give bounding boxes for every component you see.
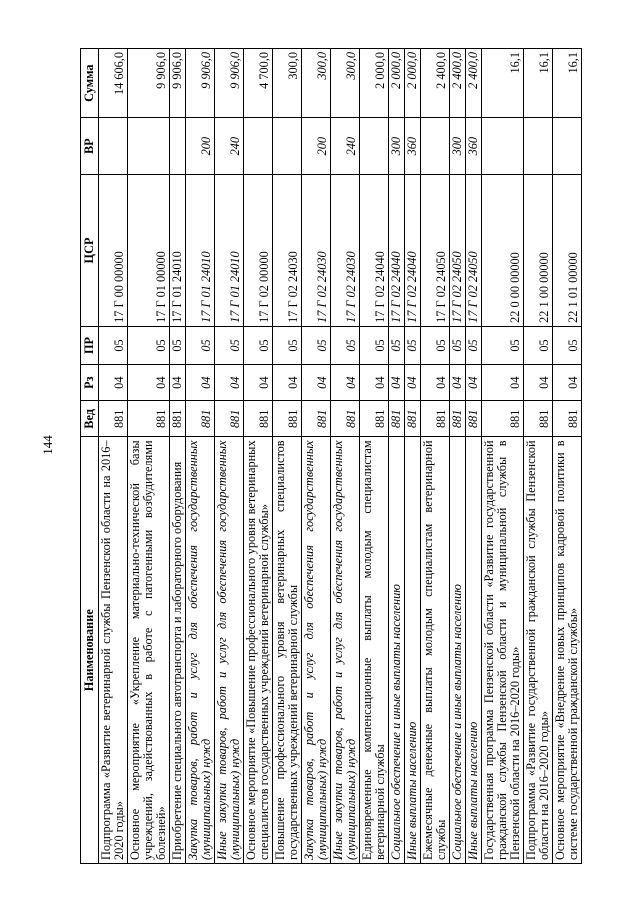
cell-pr: 05	[389, 326, 405, 364]
cell-csr: 22 0 00 00000	[482, 175, 524, 327]
cell-ved: 881	[215, 401, 244, 437]
table-row	[389, 49, 405, 864]
cell-name: Социальное обеспечение и иные выплаты населению	[450, 437, 466, 864]
cell-vr	[482, 118, 524, 175]
cell-vr	[244, 118, 273, 175]
cell-csr: 17 Г 02 24050	[466, 175, 482, 327]
cell-ved: 881	[421, 401, 450, 437]
cell-rz: 04	[331, 365, 360, 401]
cell-rz: 04	[389, 365, 405, 401]
table-row	[273, 49, 302, 864]
header-name: Наименование	[81, 437, 99, 864]
table-row	[302, 49, 331, 864]
cell-sum: 2 000,0	[389, 49, 405, 118]
table-header-row	[81, 49, 99, 864]
cell-rz: 04	[215, 365, 244, 401]
cell-ved: 881	[331, 401, 360, 437]
cell-sum: 2 400,0	[466, 49, 482, 118]
cell-pr: 05	[99, 326, 128, 364]
cell-ved: 881	[482, 401, 524, 437]
cell-ved: 881	[99, 401, 128, 437]
cell-csr: 17 Г 01 00000	[128, 175, 170, 327]
cell-name: Социальное обеспечение и иные выплаты населению	[389, 437, 405, 864]
cell-name: Закупка товаров, работ и услуг для обеспечения государственных (муниципальных) нужд	[302, 437, 331, 864]
cell-rz: 04	[170, 365, 186, 401]
cell-rz: 04	[482, 365, 524, 401]
table-row	[360, 49, 389, 864]
cell-sum: 300,0	[331, 49, 360, 118]
cell-vr: 240	[331, 118, 360, 175]
cell-csr: 17 Г 02 24050	[421, 175, 450, 327]
cell-ved: 881	[389, 401, 405, 437]
cell-vr: 300	[389, 118, 405, 175]
cell-sum: 2 400,0	[421, 49, 450, 118]
cell-sum: 9 906,0	[170, 49, 186, 118]
cell-vr: 360	[466, 118, 482, 175]
cell-name: Единовременные компенсационные выплаты молодым специалистам ветеринарной службы	[360, 437, 389, 864]
cell-name: Подпрограмма «Развитие ветеринарной службы Пензенской области на 2016–2020 годы»	[99, 437, 128, 864]
cell-pr: 05	[186, 326, 215, 364]
cell-rz: 04	[273, 365, 302, 401]
cell-ved: 881	[524, 401, 553, 437]
cell-sum: 300,0	[302, 49, 331, 118]
cell-csr: 17 Г 01 24010	[170, 175, 186, 327]
cell-sum: 4 700,0	[244, 49, 273, 118]
cell-vr	[421, 118, 450, 175]
cell-vr: 360	[405, 118, 421, 175]
cell-rz: 04	[450, 365, 466, 401]
cell-rz: 04	[405, 365, 421, 401]
cell-rz: 04	[524, 365, 553, 401]
cell-pr: 05	[360, 326, 389, 364]
table-row	[553, 49, 582, 864]
header-pr: ПР	[81, 326, 99, 364]
cell-csr: 17 Г 01 24010	[215, 175, 244, 327]
cell-name: Основное мероприятие «Повышение профессионального уровня ветеринарных специалистов государственных учреждений ветеринарной службы»	[244, 437, 273, 864]
budget-table	[80, 48, 582, 864]
cell-ved: 881	[128, 401, 170, 437]
cell-pr: 05	[331, 326, 360, 364]
cell-name: Иные закупки товаров, работ и услуг для обеспечения государственных (муниципальных) нужд	[215, 437, 244, 864]
header-sum: Сумма	[81, 49, 99, 118]
cell-name: Иные выплаты населению	[466, 437, 482, 864]
cell-pr: 05	[466, 326, 482, 364]
cell-rz: 04	[302, 365, 331, 401]
table-row	[331, 49, 360, 864]
cell-csr: 22 1 01 00000	[553, 175, 582, 327]
cell-sum: 16,1	[524, 49, 553, 118]
table-row	[244, 49, 273, 864]
cell-csr: 17 Г 02 24040	[389, 175, 405, 327]
cell-pr: 05	[215, 326, 244, 364]
table-row	[450, 49, 466, 864]
cell-ved: 881	[450, 401, 466, 437]
cell-csr: 17 Г 02 24030	[331, 175, 360, 327]
cell-rz: 04	[553, 365, 582, 401]
cell-ved: 881	[360, 401, 389, 437]
header-vr: ВР	[81, 118, 99, 175]
cell-pr: 05	[524, 326, 553, 364]
table-row	[128, 49, 170, 864]
cell-rz: 04	[99, 365, 128, 401]
cell-name: Закупка товаров, работ и услуг для обеспечения государственных (муниципальных) нужд	[186, 437, 215, 864]
page-number: 144	[40, 435, 55, 455]
cell-vr: 300	[450, 118, 466, 175]
cell-pr: 05	[128, 326, 170, 364]
table-row	[466, 49, 482, 864]
cell-rz: 04	[466, 365, 482, 401]
cell-rz: 04	[244, 365, 273, 401]
cell-csr: 22 1 00 00000	[524, 175, 553, 327]
cell-name: Ежемесячные денежные выплаты молодым специалистам ветеринарной службы	[421, 437, 450, 864]
cell-name: Государственная программа Пензенской области «Развитие государственной гражданской службы Пензенской области и муниципальной службы в Пензенской области на 2016–2020 годы»	[482, 437, 524, 864]
cell-csr: 17 Г 02 00000	[244, 175, 273, 327]
cell-vr: 200	[302, 118, 331, 175]
cell-rz: 04	[360, 365, 389, 401]
cell-ved: 881	[273, 401, 302, 437]
cell-vr: 240	[215, 118, 244, 175]
table-row	[99, 49, 128, 864]
cell-csr: 17 Г 00 00000	[99, 175, 128, 327]
cell-ved: 881	[244, 401, 273, 437]
cell-csr: 17 Г 02 24040	[405, 175, 421, 327]
cell-pr: 05	[553, 326, 582, 364]
cell-vr	[128, 118, 170, 175]
cell-csr: 17 Г 02 24050	[450, 175, 466, 327]
table-row	[524, 49, 553, 864]
cell-csr: 17 Г 02 24030	[273, 175, 302, 327]
cell-sum: 9 906,0	[215, 49, 244, 118]
cell-vr	[360, 118, 389, 175]
cell-vr	[524, 118, 553, 175]
cell-name: Иные выплаты населению	[405, 437, 421, 864]
table-row	[482, 49, 524, 864]
cell-pr: 05	[244, 326, 273, 364]
cell-ved: 881	[186, 401, 215, 437]
cell-sum: 9 906,0	[128, 49, 170, 118]
header-rz: Рз	[81, 365, 99, 401]
table-body	[99, 49, 582, 864]
cell-sum: 2 400,0	[450, 49, 466, 118]
cell-pr: 05	[482, 326, 524, 364]
cell-rz: 04	[128, 365, 170, 401]
cell-sum: 16,1	[482, 49, 524, 118]
header-csr: ЦСР	[81, 175, 99, 327]
table-row	[215, 49, 244, 864]
cell-ved: 881	[466, 401, 482, 437]
table-row	[421, 49, 450, 864]
cell-vr	[553, 118, 582, 175]
cell-pr: 05	[302, 326, 331, 364]
cell-sum: 16,1	[553, 49, 582, 118]
cell-pr: 05	[170, 326, 186, 364]
cell-sum: 14 606,0	[99, 49, 128, 118]
cell-csr: 17 Г 02 24040	[360, 175, 389, 327]
cell-name: Основное мероприятие «Внедрение новых принципов кадровой политики в системе государственной гражданской службы»	[553, 437, 582, 864]
cell-sum: 300,0	[273, 49, 302, 118]
cell-sum: 2 000,0	[360, 49, 389, 118]
cell-vr: 200	[186, 118, 215, 175]
cell-sum: 2 000,0	[405, 49, 421, 118]
table-row	[405, 49, 421, 864]
rotated-table-container	[80, 48, 580, 864]
cell-pr: 05	[273, 326, 302, 364]
cell-csr: 17 Г 01 24010	[186, 175, 215, 327]
cell-name: Подпрограмма «Развитие государственной гражданской службы Пензенской области на 2016–2020 годы»	[524, 437, 553, 864]
cell-name: Основное мероприятие «Укрепление материально-технической базы учреждений, задействованных в работе с патогенными возбудителями болезней»	[128, 437, 170, 864]
cell-name: Приобретение специального автотранспорта и лабораторного оборудования	[170, 437, 186, 864]
cell-pr: 05	[405, 326, 421, 364]
cell-csr: 17 Г 02 24030	[302, 175, 331, 327]
cell-vr	[99, 118, 128, 175]
cell-vr	[273, 118, 302, 175]
cell-pr: 05	[421, 326, 450, 364]
cell-rz: 04	[421, 365, 450, 401]
cell-ved: 881	[405, 401, 421, 437]
cell-ved: 881	[170, 401, 186, 437]
table-row	[186, 49, 215, 864]
cell-ved: 881	[302, 401, 331, 437]
cell-name: Повышение профессионального уровня ветеринарных специалистов государственных учреждений ветеринарной службы	[273, 437, 302, 864]
cell-rz: 04	[186, 365, 215, 401]
cell-name: Иные закупки товаров, работ и услуг для обеспечения государственных (муниципальных) нужд	[331, 437, 360, 864]
cell-vr	[170, 118, 186, 175]
cell-ved: 881	[553, 401, 582, 437]
header-ved: Вед	[81, 401, 99, 437]
table-row	[170, 49, 186, 864]
cell-sum: 9 906,0	[186, 49, 215, 118]
cell-pr: 05	[450, 326, 466, 364]
